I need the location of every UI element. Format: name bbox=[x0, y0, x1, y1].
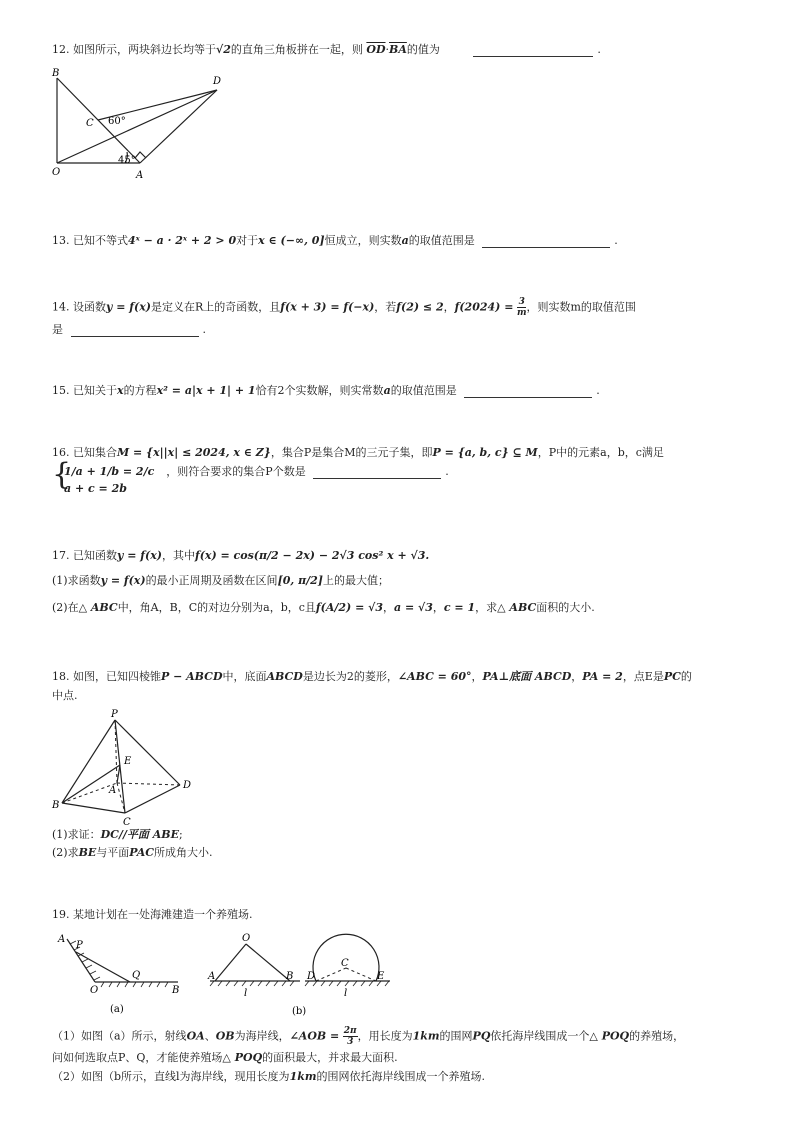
label-A: A bbox=[58, 934, 66, 945]
question-18-part1: (1)求证：DC//平面 ABE; bbox=[52, 828, 183, 841]
label-Q: Q bbox=[132, 970, 141, 981]
label-E: E bbox=[124, 756, 132, 767]
label-B: B bbox=[172, 985, 180, 996]
label-P: P bbox=[111, 709, 118, 720]
label-O: O bbox=[242, 933, 251, 944]
label-C: C bbox=[86, 118, 94, 129]
question-18: 18. 如图，已知四棱锥P − ABCD中，底面ABCD是边长为2的菱形，∠ABC = 60°，PA⊥底面 ABCD，PA = 2，点E是PC的 bbox=[52, 670, 692, 683]
question-13: 13. 已知不等式4ˣ − a · 2ˣ + 2 > 0对于x ∈ (−∞, 0]恒成立，则实数a的取值范围是 . bbox=[52, 234, 618, 247]
question-17-part1: (1)求函数y = f(x)的最小正周期及函数在区间[0, π/2]上的最大值； bbox=[52, 574, 390, 587]
sqrt2: √2 bbox=[216, 43, 231, 56]
question-19-part1-line2: 问如何选取点P、Q，才能使养殖场△ POQ的面积最大，并求最大面积. bbox=[52, 1051, 398, 1064]
label-O: O bbox=[90, 985, 99, 996]
question-16: 16. 已知集合M = {x||x| ≤ 2024, x ∈ Z}，集合P是集合M的三元子集，即P = {a, b, c} ⊆ M，P中的元素a，b，c满足 bbox=[52, 446, 664, 459]
label-B: B bbox=[286, 971, 294, 982]
question-17: 17. 已知函数y = f(x)，其中f(x) = cos(π/2 − 2x) − 2√3 cos² x + √3. bbox=[52, 549, 430, 562]
vector-ba: $\overline{BA}$ bbox=[389, 43, 407, 56]
label-C: C bbox=[341, 958, 349, 969]
label-B: B bbox=[52, 68, 60, 79]
fraction-2pi-over-3: $\frac{2\pi}{3}$ bbox=[343, 1026, 357, 1047]
system-brace: { bbox=[52, 457, 72, 492]
question-18-line2: 中点. bbox=[52, 689, 78, 702]
question-14: 14. 设函数y = f(x)是定义在R上的奇函数，且f(x + 3) = f(−x)，若f(2) ≤ 2，f(2024) = $\frac{3}{m}$ ，则实数m的取值范围 bbox=[52, 297, 636, 318]
label-A: A bbox=[136, 170, 144, 181]
question-15: 15. 已知关于x的方程x² = a|x + 1| + 1恰有2个实数解，则实常数a的取值范围是 . bbox=[52, 384, 600, 397]
label-D: D bbox=[213, 76, 222, 87]
system-line-2: a + c = 2b bbox=[64, 482, 127, 495]
fraction-3-over-m: $\frac{3}{m}$ bbox=[516, 297, 527, 318]
question-12: 12. 如图所示，两块斜边长均等于√2的直角三角板拼在一起，则 $\overline{OD}\cdot\overline{BA}$的值为 . bbox=[52, 43, 601, 56]
label-E: E bbox=[377, 971, 385, 982]
vector-od: $\overline{OD}$ bbox=[366, 43, 386, 56]
question-18-part2: (2)求BE与平面PAC所成角大小. bbox=[52, 846, 213, 859]
caption-b: (b) bbox=[292, 1006, 307, 1017]
label-D: D bbox=[183, 780, 192, 791]
question-19-part2: （2）如图（b所示，直线l为海岸线，现用长度为1km的围网依托海岸线围成一个养殖场. bbox=[52, 1070, 485, 1083]
label-l-2: l bbox=[344, 988, 348, 999]
label-B: B bbox=[52, 800, 60, 811]
label-60: 60° bbox=[108, 116, 126, 127]
caption-a: (a) bbox=[110, 1004, 124, 1015]
label-l-1: l bbox=[244, 988, 248, 999]
label-45: 45° bbox=[118, 155, 136, 166]
system-line-1: 1/a + 1/b = 2/c ，则符合要求的集合P个数是 . bbox=[64, 465, 449, 478]
question-19-part1: （1）如图（a）所示，射线OA、OB为海岸线，∠AOB = $\frac{2\pi}{3}$ ，用长度为1km的围网PQ依托海岸线围成一个△ POQ的养殖场， bbox=[52, 1026, 685, 1047]
label-A: A bbox=[208, 971, 216, 982]
label-A: A bbox=[109, 785, 117, 796]
label-C: C bbox=[123, 817, 131, 828]
question-17-part2: (2)在△ ABC中，角A，B，C的对边分别为a，b，c且f(A/2) = √3，a = √3，c = 1，求△ ABC面积的大小. bbox=[52, 601, 595, 614]
label-P: P bbox=[76, 940, 83, 951]
question-19: 19. 某地计划在一处海滩建造一个养殖场. bbox=[52, 908, 253, 921]
label-D: D bbox=[307, 971, 316, 982]
label-O: O bbox=[52, 167, 61, 178]
question-14-line2: 是 . bbox=[52, 323, 206, 336]
